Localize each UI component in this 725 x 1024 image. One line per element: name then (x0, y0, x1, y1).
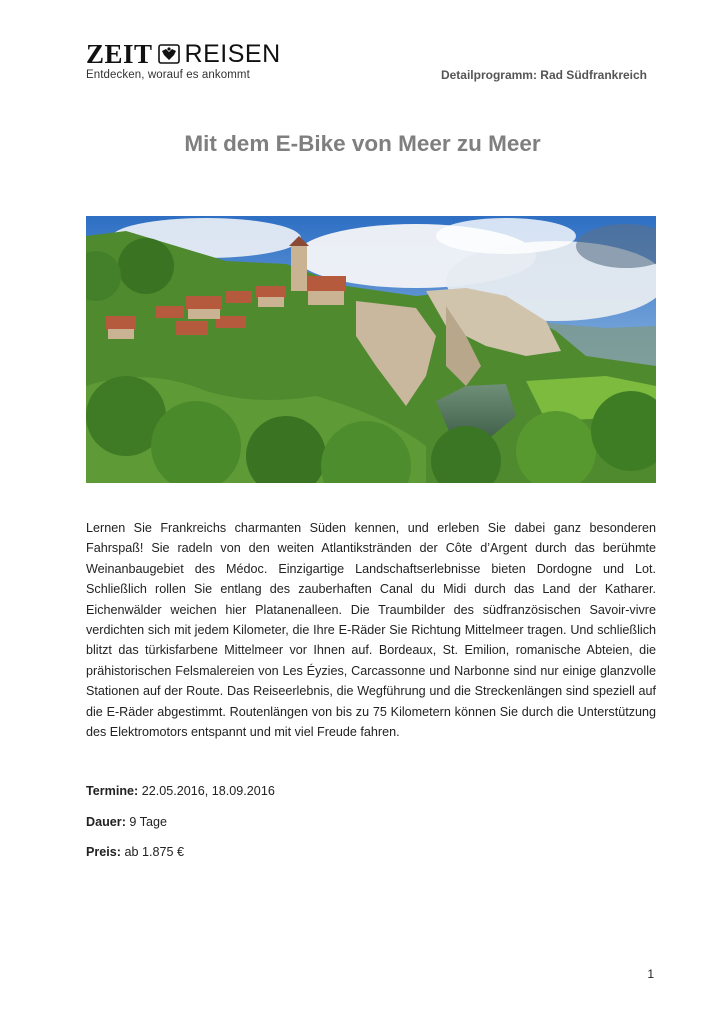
fact-termine (86, 781, 275, 801)
page-title: Mit dem E-Bike von Meer zu Meer (184, 131, 541, 156)
eagle-icon (156, 42, 182, 66)
logo-reisen-text: REISEN (184, 40, 281, 68)
logo-zeit-text: ZEIT (86, 39, 153, 69)
trip-facts (86, 781, 275, 873)
dauer-value: 9 Tage (125, 814, 167, 829)
page-number: 1 (647, 967, 654, 981)
dauer-label: Dauer: (86, 814, 126, 829)
village-cliff-photo (86, 216, 656, 483)
termine-label: Termine: (86, 784, 139, 798)
logo-tagline: Entdecken, worauf es ankommt (86, 69, 250, 81)
description-paragraph: Lernen Sie Frankreichs charmanten Süden kennen, und erleben Sie dabei ganz besonderen Fahrspaß! Sie radeln von den weiten Atlantikstränden der Côte d’Argent durch das berühmte Weinanbaugebiet des Médoc. Einzigartige Landschaftserlebnisse bieten Dordogne und Lot. Schließlich rollen Sie entlang des zauberhaften Canal du Midi durch das Land der Katharer. Eichenwälder weichen hier Platanenalleen. Die Traumbilder des südfranzösischen Savoir-vivre verdichten sich mit jedem Kilometer, die Ihre E-Räder Sie Richtung Mittelmeer tragen. Und schließlich blitzt das türkisfarbene Mittelmeer vor Ihnen auf. Bordeaux, St. Emilion, romanische Abteien, die prähistorischen Felsmalereien von Les Éyzies, Carcassonne und Narbonne sind nur einige glanzvolle Stationen auf der Route. Das Reiseerlebnis, die Wegführung und die Streckenlängen sind speziell auf die E-Räder abgestimmt. Routenlängen von bis zu 75 Kilometern können Sie durch die Unterstützung des Elektromotors entspannt und mit viel Freude fahren. (86, 521, 656, 740)
preis-value: ab 1.875 € (121, 845, 185, 859)
zeit-reisen-logo (86, 40, 281, 81)
logo-wordmark (86, 40, 281, 68)
document-label: Detailprogramm: Rad Südfrankreich (440, 68, 647, 82)
termine-value: 22.05.2016, 18.09.2016 (138, 784, 275, 798)
fact-dauer (86, 812, 275, 832)
landscape-photo (86, 216, 656, 483)
preis-label: Preis: (86, 845, 122, 859)
fact-preis (86, 842, 275, 862)
